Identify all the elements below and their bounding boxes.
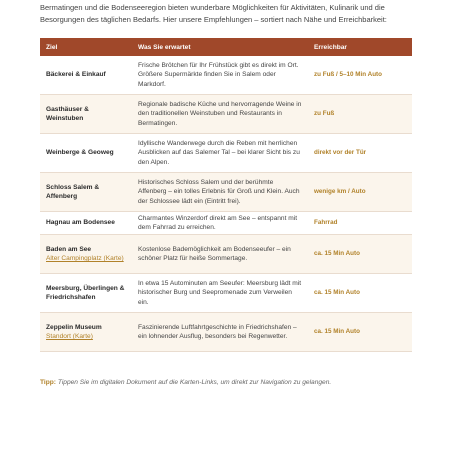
row-expect: Idyllische Wanderwege durch die Reben mit herrlichen Ausblicken auf das Salemer Tal – bei klarer Sicht bis zu den Alpen. <box>132 134 308 173</box>
table-row <box>40 212 412 235</box>
table-row <box>40 274 412 313</box>
table-row <box>40 56 412 95</box>
header-reach: Erreichbar <box>308 38 412 56</box>
table-row <box>40 173 412 212</box>
row-expect: Faszinierende Luftfahrtgeschichte in Friedrichshafen – ein lohnender Ausflug, besonders bei Regenwetter. <box>132 313 308 352</box>
row-goal: Weinberge & Geoweg <box>40 134 132 173</box>
row-reach: ca. 15 Min Auto <box>308 313 412 352</box>
row-goal-cell <box>40 235 132 274</box>
row-goal: Hagnau am Bodensee <box>40 212 132 235</box>
row-expect: Kostenlose Bademöglichkeit am Bodenseeufer – ein schöner Platz für heiße Sommertage. <box>132 235 308 274</box>
tip-note <box>40 379 420 386</box>
row-expect: Charmantes Winzerdorf direkt am See – entspannt mit dem Fahrrad zu erreichen. <box>132 212 308 235</box>
table-row <box>40 235 412 274</box>
map-link-campingplatz[interactable]: Alter Campingplatz (Karte) <box>46 255 124 262</box>
row-reach: ca. 15 Min Auto <box>308 274 412 313</box>
header-expect: Was Sie erwartet <box>132 38 308 56</box>
row-reach: Fahrrad <box>308 212 412 235</box>
row-goal: Gasthäuser & Weinstuben <box>40 95 132 134</box>
row-expect: Regionale badische Küche und hervorragende Weine in den traditionellen Weinstuben und Restaurants in Bermatingen. <box>132 95 308 134</box>
row-goal-cell <box>40 313 132 352</box>
table-row <box>40 95 412 134</box>
row-reach: zu Fuß / 5–10 Min Auto <box>308 56 412 95</box>
row-goal: Meersburg, Überlingen & Friedrichshafen <box>40 274 132 313</box>
recommendations-table <box>40 38 412 352</box>
row-goal: Baden am See <box>46 245 92 253</box>
intro-paragraph: Bermatingen und die Bodenseeregion bieten wunderbare Möglichkeiten für Aktivitäten, Kulinarik und die Besorgungen des täglichen Bedarfs. Hier unsere Empfehlungen – sortiert nach Nähe und Erreichbarkeit: <box>40 3 387 24</box>
tip-text: Tippen Sie im digitalen Dokument auf die Karten-Links, um direkt zur Navigation zu gelangen. <box>57 379 332 386</box>
row-reach: wenige km / Auto <box>308 173 412 212</box>
row-reach: direkt vor der Tür <box>308 134 412 173</box>
tip-label: Tipp: <box>40 379 56 386</box>
row-expect: Frische Brötchen für Ihr Frühstück gibt es direkt im Ort. Größere Supermärkte finden Sie in Salem oder Markdorf. <box>132 56 308 95</box>
map-link-zeppelin[interactable]: Standort (Karte) <box>46 333 93 340</box>
row-reach: ca. 15 Min Auto <box>308 235 412 274</box>
row-expect: In etwa 15 Autominuten am Seeufer: Meersburg lädt mit historischer Burg und Seepromenade zum Verweilen ein. <box>132 274 308 313</box>
table-row <box>40 134 412 173</box>
row-expect: Historisches Schloss Salem und der berühmte Affenberg – ein tolles Erlebnis für Groß und Klein. Auch der Schlossee lädt ein (Eintritt frei). <box>132 173 308 212</box>
header-goal: Ziel <box>40 38 132 56</box>
table-header-row <box>40 38 412 56</box>
row-goal: Zeppelin Museum <box>46 323 102 331</box>
row-goal: Bäckerei & Einkauf <box>40 56 132 95</box>
row-reach: zu Fuß <box>308 95 412 134</box>
row-goal: Schloss Salem & Affenberg <box>40 173 132 212</box>
table-row <box>40 313 412 352</box>
